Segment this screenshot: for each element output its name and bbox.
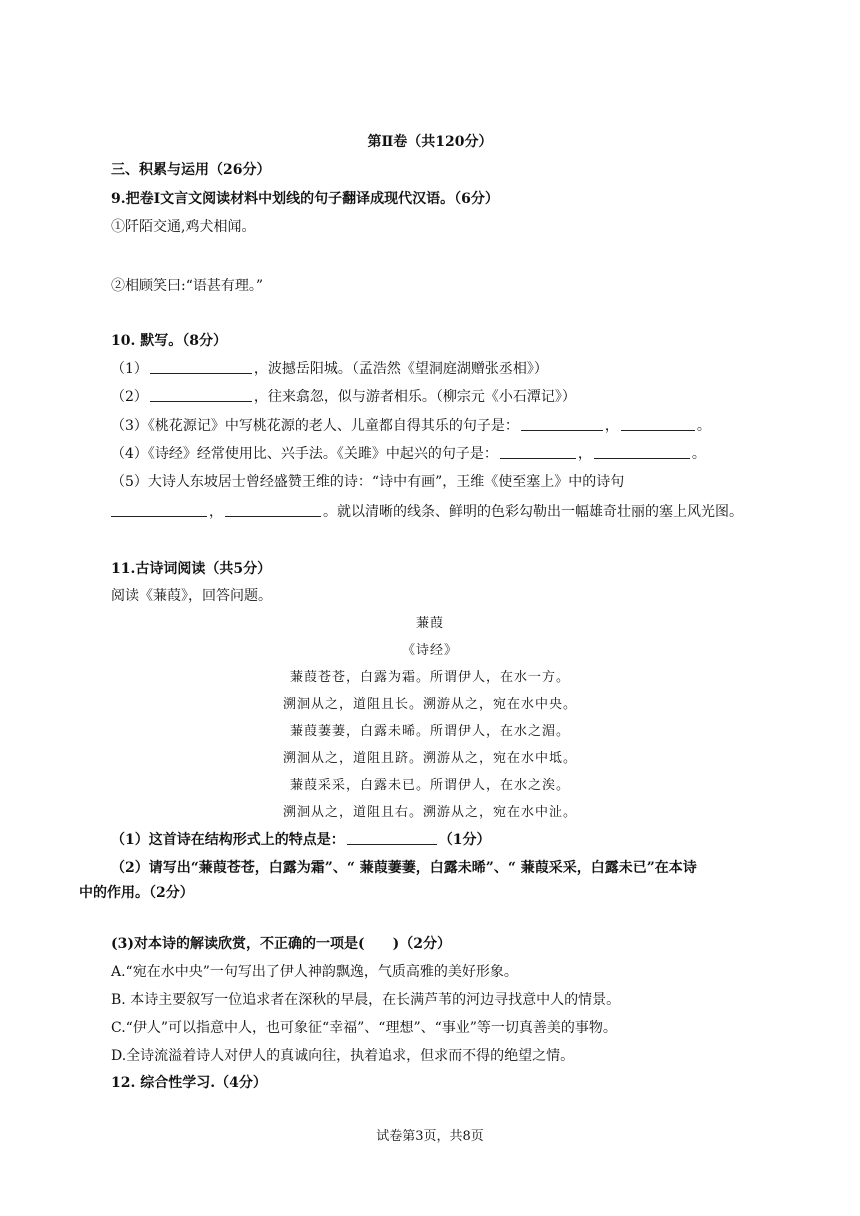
q10-title: 10. 默写。（8分） xyxy=(111,333,227,349)
part3-heading: 三、积累与运用（26分） xyxy=(111,162,271,178)
option-b: B. 本诗主要叙写一位追求者在深秋的早晨，在长满芦苇的河边寻找意中人的情景。 xyxy=(111,992,621,1008)
q10-item-1 xyxy=(111,359,548,379)
answer-blank[interactable] xyxy=(621,416,695,431)
period: 。 xyxy=(696,418,711,434)
section-title: 第Ⅱ卷（共120分） xyxy=(367,134,493,150)
poem-line: 蒹葭萋萋，白露未晞。所谓伊人，在水之湄。 xyxy=(289,724,570,739)
page-footer: 试卷第3页，共8页 xyxy=(376,1129,484,1144)
answer-blank[interactable] xyxy=(111,502,207,517)
q9-item-1: ①阡陌交通,鸡犬相闻。 xyxy=(111,219,256,235)
q11-sub-1 xyxy=(111,830,491,850)
q11-sub-1-score: （1分） xyxy=(438,832,491,848)
q11-instruction: 阅读《蒹葭》，回答问题。 xyxy=(111,588,272,604)
q11-sub-1-text: （1）这首诗在结构形式上的特点是： xyxy=(111,832,345,848)
answer-blank[interactable] xyxy=(225,502,321,517)
poem-title: 蒹葭 xyxy=(415,616,444,631)
answer-blank[interactable] xyxy=(347,830,437,845)
q10-item-2-prefix: （2） xyxy=(111,389,148,405)
q10-item-1-suffix: ，波撼岳阳城。（孟浩然《望洞庭湖赠张丞相》） xyxy=(253,361,548,377)
q12-title: 12. 综合性学习.（4分） xyxy=(111,1075,267,1091)
q10-item-5-line-2 xyxy=(111,502,743,522)
q10-item-5-line-1: （5）大诗人东坡居士曾经盛赞王维的诗：“诗中有画”，王维《使至塞上》中的诗句 xyxy=(111,474,625,490)
poem-line: 蒹葭苍苍，白露为霜。所谓伊人，在水一方。 xyxy=(289,670,570,685)
q9-item-2: ②相顾笑曰:“语甚有理。” xyxy=(111,278,264,294)
q10-item-2 xyxy=(111,387,576,407)
poem-line: 溯洄从之，道阻且跻。溯游从之，宛在水中坻。 xyxy=(282,751,577,766)
q11-sub-3-title: (3)对本诗的解读欣赏，不正确的一项是( )（2分） xyxy=(111,936,451,952)
answer-blank[interactable] xyxy=(594,444,690,459)
comma: ， xyxy=(209,504,223,520)
q10-item-4-text: （4）《诗经》经常使用比、兴手法。《关雎》中起兴的句子是： xyxy=(111,446,498,462)
q10-item-4 xyxy=(111,444,706,464)
comma: ， xyxy=(604,418,619,434)
poem-line: 溯洄从之，道阻且右。溯游从之，宛在水中沚。 xyxy=(282,805,577,820)
poem-source: 《诗经》 xyxy=(401,643,458,658)
q9-title: 9.把卷Ⅰ文言文阅读材料中划线的句子翻译成现代汉语。（6分） xyxy=(111,191,499,207)
comma: ， xyxy=(577,446,592,462)
q10-item-5-suffix: 。就以清晰的线条、鲜明的色彩勾勒出一幅雄奇壮丽的塞上风光图。 xyxy=(323,504,743,520)
poem-line: 溯洄从之，道阻且长。溯游从之，宛在水中央。 xyxy=(282,697,577,712)
q10-item-2-suffix: ，往来翕忽，似与游者相乐。（柳宗元《小石潭记》） xyxy=(253,389,576,405)
q10-item-1-prefix: （1） xyxy=(111,361,148,377)
q11-title: 11.古诗词阅读（共5分） xyxy=(111,561,272,577)
q11-sub-2-line-2: 中的作用。（2分） xyxy=(79,885,194,901)
period: 。 xyxy=(691,446,706,462)
answer-blank[interactable] xyxy=(150,387,252,402)
option-d: D.全诗流溢着诗人对伊人的真诚向往，执着追求，但求而不得的绝望之情。 xyxy=(111,1048,575,1064)
answer-blank[interactable] xyxy=(500,444,576,459)
option-c: C.“伊人”可以指意中人，也可象征“幸福”、“理想”、“事业”等一切真善美的事物。 xyxy=(111,1020,617,1036)
q11-sub-2-line-1: （2）请写出“蒹葭苍苍，白露为霜”、“ 蒹葭萋萋，白露未晞”、“ 蒹葭采采，白露未已”在本诗 xyxy=(111,860,697,876)
answer-blank[interactable] xyxy=(521,416,603,431)
q10-item-3-text: （3）《桃花源记》中写桃花源的老人、儿童都自得其乐的句子是： xyxy=(111,418,519,434)
q10-item-3 xyxy=(111,416,711,436)
option-a: A.“宛在水中央”一句写出了伊人神韵飘逸，气质高雅的美好形象。 xyxy=(111,964,518,980)
poem-line: 蒹葭采采，白露未已。所谓伊人，在水之涘。 xyxy=(289,778,570,793)
answer-blank[interactable] xyxy=(150,359,252,374)
